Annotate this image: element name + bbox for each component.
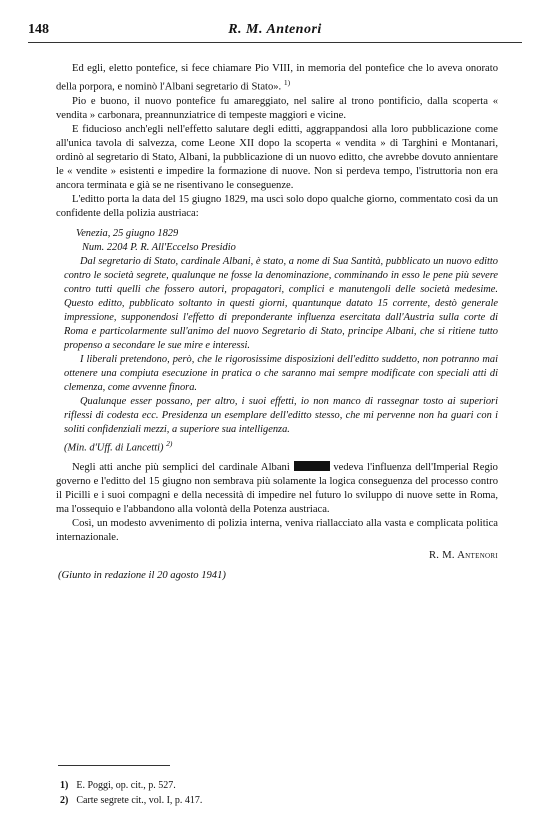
footnote-ref: 1) bbox=[283, 78, 291, 87]
redaction-mark bbox=[294, 461, 330, 471]
footnote-ref: 2) bbox=[166, 438, 173, 448]
page-header bbox=[28, 22, 522, 42]
paragraph: Negli atti anche più semplici del cardinale Albani vedeva l'influenza dell'Imperial Regio governo e l'editto del 15 giugno non sembrava più solamente la logica conseguenza del processo contro il Picilli e i suoi compagni e della necessità di impedire nel futuro lo sviluppo di nuove sette in Roma, ma l'ossequio e l'abbandono alla volontà della Potenza austriaca. bbox=[56, 462, 498, 515]
paragraph: E fiducioso anch'egli nell'effetto salutare degli editti, aggrappandosi alla loro pubblicazione come all'unica tavola di salvezza, come Leone XII dopo la scoperta « vendita » di Targhini e Montanari, ordinò al segretario di Stato, Albani, la pubblicazione di un nuovo editto, che avrebbe dovuto annientare le « vendite » esistenti e impedire la formazione di nuove. Non si perdeva tempo, l'istruttoria non era ancora terminata e già se ne risentivano le conseguenze. bbox=[56, 123, 498, 191]
header-rule bbox=[28, 42, 522, 43]
paragraph: Così, un modesto avvenimento di polizia interna, veniva riallacciato alla vasta e complicata politica internazionale. bbox=[56, 518, 498, 543]
footnotes bbox=[60, 778, 460, 808]
footnote: 1) E. Poggi, op. cit., p. 527. bbox=[60, 780, 176, 791]
author-signature: R. M. Antenori bbox=[428, 550, 498, 561]
received-date: (Giunto in redazione il 20 agosto 1941) bbox=[58, 570, 226, 581]
page-number: 148 bbox=[28, 22, 49, 37]
paragraph: L'editto porta la data del 15 giugno 1829, ma uscì solo dopo qualche giorno, commentato così da un confidente della polizia austriaca: bbox=[56, 193, 498, 219]
footnote: 2) Carte segrete cit., vol. I, p. 417. bbox=[60, 795, 203, 806]
running-head: R. M. Antenori bbox=[228, 22, 322, 37]
quote-paragraph: I liberali pretendono, però, che le rigorosissime disposizioni dell'editto suddetto, non potranno mai ottenere una compiuta esecuzione in pratica o che saranno mai sempre modificate con speciali atti di clemenza, come avvenne finora. bbox=[64, 353, 498, 393]
quote-protocol: Num. 2204 P. R. All'Eccelso Presidio bbox=[82, 241, 236, 253]
paragraph: Ed egli, eletto pontefice, si fece chiamare Pio VIII, in memoria del pontefice che lo aveva onorato della porpora, e nominò l'Albani segretario di Stato». $^{1)}$ bbox=[56, 63, 498, 93]
quote-paragraph: Dal segretario di Stato, cardinale Albani, è stato, a nome di Sua Santità, pubblicato un nuovo editto contro le società segrete, qualunque ne fosse la denominazione, comminando in esso le pene più severe contro tutti quelli che fossero autori, propagatori, complici e manutengoli delle società medesime. Questo editto, pubblicato soltanto in questi giorni, quantunque datato 15 corrente, destò generale impressione, supponendosi l'effetto di preponderante influenza esercitata dall'Austria sulla corte di Roma e particolarmente sull'animo del nuovo Segretario di Stato, principe Albani, che si ritiene tutto propenso a secondare le sue mire e interessi. bbox=[64, 255, 498, 351]
quote-place-date: Venezia, 25 giugno 1829 bbox=[76, 227, 179, 239]
police-report-quote bbox=[64, 227, 498, 455]
quote-source: (Min. d'Uff. di Lancetti) $^{2)}$ bbox=[64, 438, 173, 453]
paragraph: Pio e buono, il nuovo pontefice fu amareggiato, nel salire al trono pontificio, dalla scoperta « vendita » carbonara, preannunziatrice di tempeste maggiori e vicine. bbox=[56, 95, 498, 121]
main-text bbox=[56, 62, 498, 583]
quote-paragraph: Qualunque esser possano, per altro, i suoi effetti, io non manco di rassegnar tosto ai superiori riflessi di codesta ecc. Presidenza un esemplare dell'editto stesso, che mi pervenne non ha guari con i soliti confidenziali mezzi, a superiore sua intelligenza. bbox=[64, 395, 498, 435]
footnote-rule bbox=[58, 765, 170, 766]
